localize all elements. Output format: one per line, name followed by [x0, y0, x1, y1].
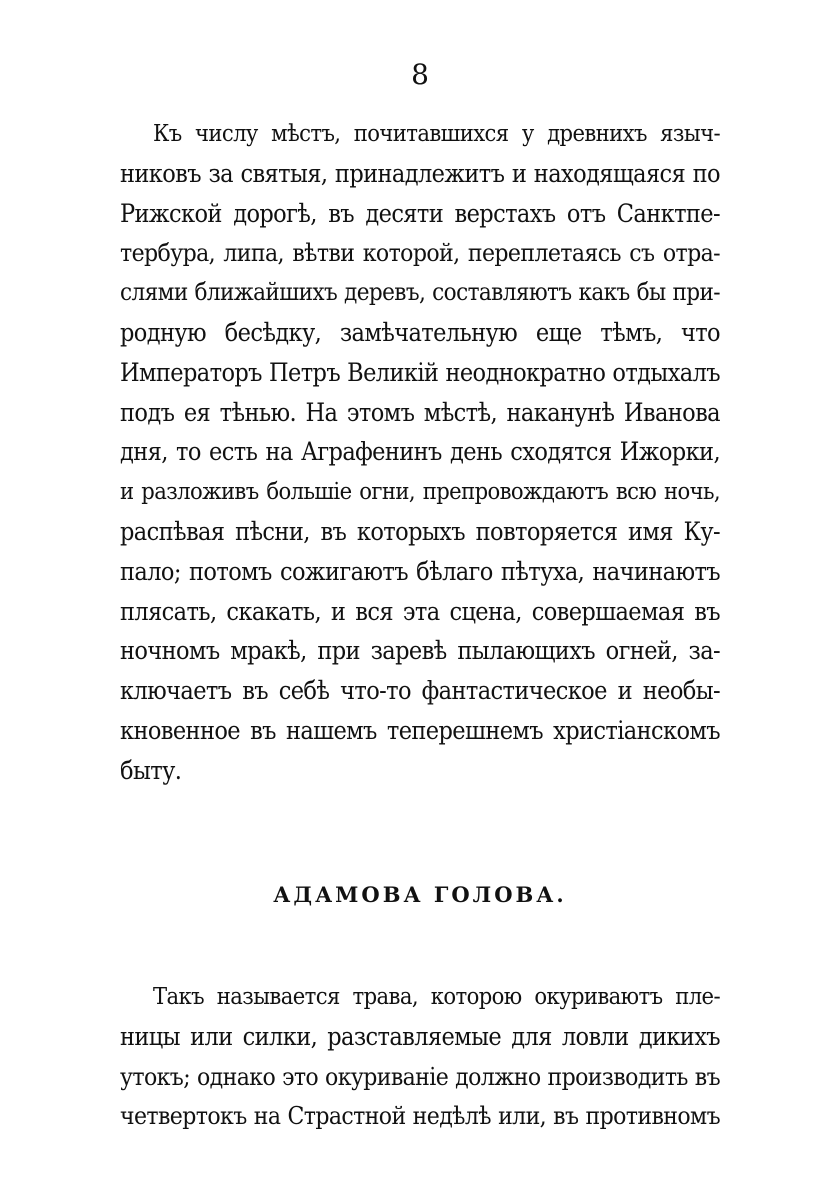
- text-line: и разложивъ большіе огни, препровождаютъ всю ночь,: [120, 477, 720, 506]
- text-line: ночномъ мракѣ, при заревѣ пылающихъ огней, за-: [120, 636, 720, 666]
- text-line: быту.: [120, 755, 182, 785]
- text-line: никовъ за святыя, принадлежитъ и находящаяся по: [120, 158, 720, 188]
- text-line: четвертокъ на Страстной недѣлѣ или, въ противномъ: [120, 1101, 720, 1131]
- text-line: Рижской дорогѣ, въ десяти верстахъ отъ Санктпе-: [120, 198, 720, 228]
- text-line: Такъ называется трава, которою окуриваютъ пле-: [153, 982, 720, 1010]
- text-line: дня, то есть на Аграфенинъ день сходятся Ижорки,: [120, 437, 720, 467]
- text-line: Къ числу мѣстъ, почитавшихся у древнихъ языч-: [153, 119, 720, 147]
- text-line: кновенное въ нашемъ теперешнемъ христіанскомъ: [120, 715, 720, 745]
- text-line: плясать, скакать, и вся эта сцена, совершаемая въ: [120, 596, 720, 626]
- text-line: тербура, липа, вѣтви которой, переплетаясь съ отра-: [120, 238, 720, 268]
- paragraph-kupalo: [120, 114, 720, 791]
- paragraph-adamova-golova: [120, 977, 720, 1136]
- text-line: пало; потомъ сожигаютъ бѣлаго пѣтуха, начинаютъ: [120, 556, 720, 586]
- page-number: 8: [411, 58, 429, 91]
- text-line: Императоръ Петръ Великій неоднократно отдыхалъ: [120, 357, 720, 387]
- text-line: ключаетъ въ себѣ что-то фантастическое и необы-: [120, 676, 720, 706]
- text-line: ницы или силки, разставляемые для ловли дикихъ: [120, 1021, 720, 1051]
- text-line: подъ ея тѣнью. На этомъ мѣстѣ, наканунѣ Иванова: [120, 397, 720, 427]
- text-line: распѣвая пѣсни, въ которыхъ повторяется имя Ку-: [120, 516, 720, 546]
- section-heading: АДАМОВА ГОЛОВА.: [273, 882, 567, 907]
- text-line: родную бесѣдку, замѣчательную еще тѣмъ, что: [120, 317, 720, 347]
- text-line: утокъ; однако это окуриваніе должно производить въ: [120, 1061, 720, 1091]
- text-line: слями ближайшихъ деревъ, составляютъ какъ бы при-: [120, 278, 720, 307]
